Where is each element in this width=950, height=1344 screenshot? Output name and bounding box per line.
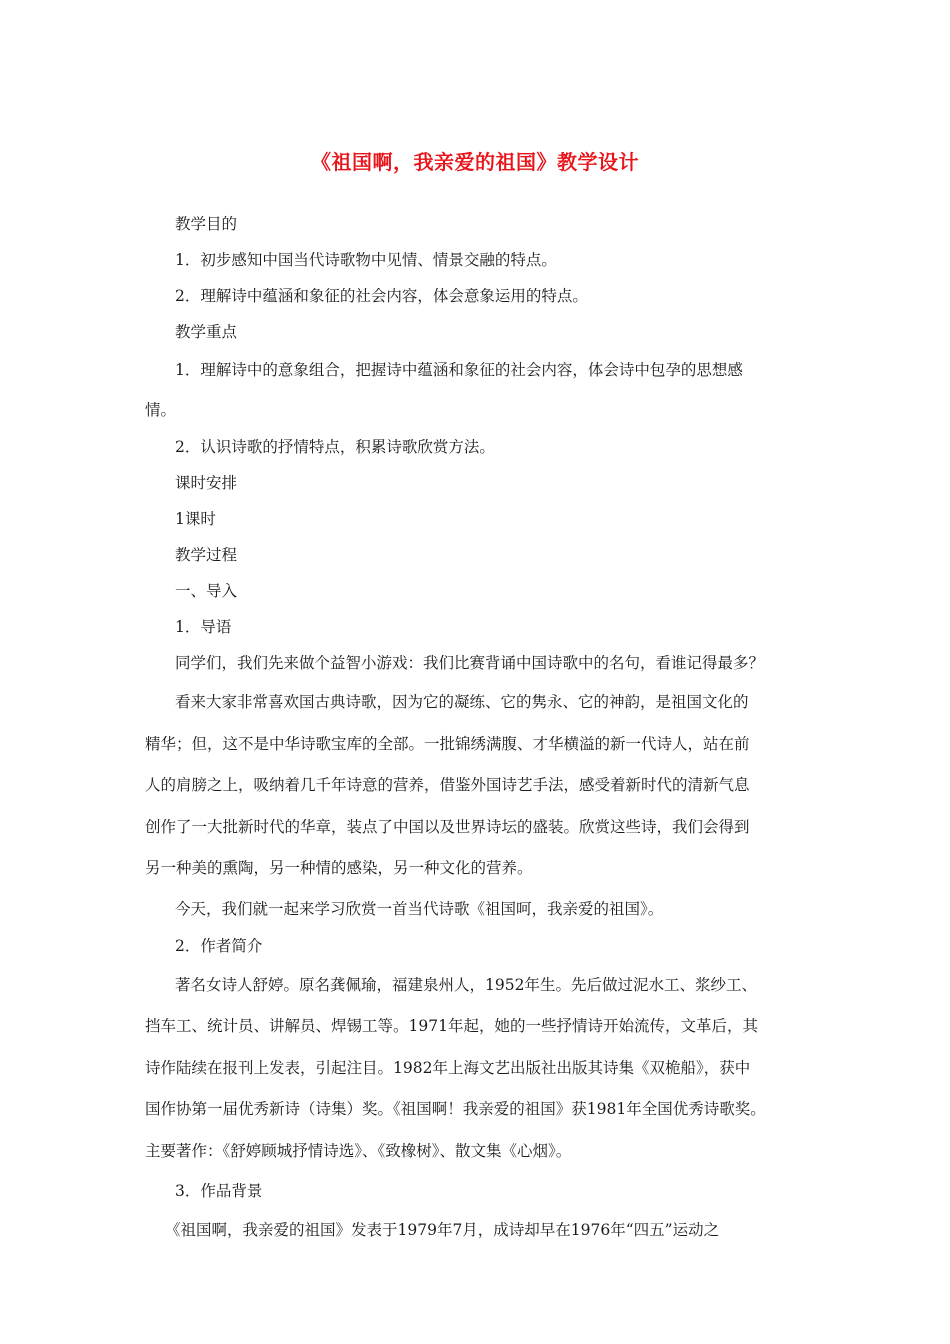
schedule-value: 1课时 bbox=[175, 510, 216, 528]
key-point-item-1-line: 1．理解诗中的意象组合，把握诗中蕴涵和象征的社会内容，体会诗中包孕的思想感 bbox=[175, 361, 743, 379]
lead-in-paragraph-1: 同学们，我们先来做个益智小游戏：我们比赛背诵中国诗歌中的名句，看谁记得最多？ bbox=[175, 654, 765, 672]
background-paragraph: 《祖国啊，我亲爱的祖国》发表于1979年7月，成诗却早在1976年“四五”运动之 bbox=[165, 1221, 720, 1239]
paragraph-line: 创作了一大批新时代的华章，装点了中国以及世界诗坛的盛装。欣赏这些诗，我们会得到 bbox=[145, 817, 750, 836]
paragraph-line: 国作协第一届优秀新诗（诗集）奖。《祖国啊！我亲爱的祖国》获1981年全国优秀诗歌奖。 bbox=[145, 1100, 766, 1118]
section-heading-process: 教学过程 bbox=[175, 546, 238, 564]
author-paragraph bbox=[145, 965, 820, 1173]
paragraph-line: 另一种美的熏陶，另一种情的感染，另一种文化的营养。 bbox=[145, 859, 533, 877]
key-point-item-2: 2．认识诗歌的抒情特点，积累诗歌欣赏方法。 bbox=[175, 438, 495, 456]
objective-item-2: 2．理解诗中蕴涵和象征的社会内容，体会意象运用的特点。 bbox=[175, 287, 588, 305]
objective-item-1: 1．初步感知中国当代诗歌物中见情、情景交融的特点。 bbox=[175, 251, 557, 269]
section-heading-schedule: 课时安排 bbox=[175, 474, 238, 492]
paragraph-line: 诗作陆续在报刊上发表，引起注目。1982年上海文艺出版社出版其诗集《双桅船》，获中 bbox=[145, 1058, 751, 1077]
paragraph-line: 主要著作：《舒婷顾城抒情诗选》、《致橡树》、散文集《心烟》。 bbox=[145, 1141, 572, 1160]
paragraph-line: 著名女诗人舒婷。原名龚佩瑜，福建泉州人，1952年生。先后做过泥水工、浆纱工、 bbox=[175, 975, 757, 994]
lead-in-paragraph-2 bbox=[145, 682, 820, 890]
document-title: 《祖国啊，我亲爱的祖国》教学设计 bbox=[311, 150, 639, 174]
lead-in-paragraph-3: 今天，我们就一起来学习欣赏一首当代诗歌《祖国呵，我亲爱的祖国》。 bbox=[175, 899, 664, 918]
subsection-heading-intro: 一、导入 bbox=[175, 582, 238, 600]
paragraph-line: 挡车工、统计员、讲解员、焊锡工等。1971年起，她的一些抒情诗开始流传，文革后，其 bbox=[145, 1017, 758, 1035]
paragraph-line: 看来大家非常喜欢国古典诗歌，因为它的凝练、它的隽永、它的神韵，是祖国文化的 bbox=[175, 693, 749, 711]
subsection-heading-lead-in: 1．导语 bbox=[175, 618, 232, 636]
document-body bbox=[145, 206, 820, 1250]
paragraph-line: 人的肩膀之上，吸纳着几千年诗意的营养，借鉴外国诗艺手法，感受着新时代的清新气息 bbox=[145, 776, 750, 794]
paragraph-line: 精华；但，这不是中华诗歌宝库的全部。一批锦绣满腹、才华横溢的新一代诗人，站在前 bbox=[145, 734, 750, 753]
key-point-item-1 bbox=[145, 350, 820, 429]
subsection-heading-background: 3．作品背景 bbox=[175, 1182, 263, 1200]
section-heading-objectives: 教学目的 bbox=[175, 215, 238, 233]
subsection-heading-author: 2．作者简介 bbox=[175, 936, 263, 955]
section-heading-key-points: 教学重点 bbox=[175, 323, 238, 341]
key-point-item-1-line: 情。 bbox=[145, 401, 177, 419]
